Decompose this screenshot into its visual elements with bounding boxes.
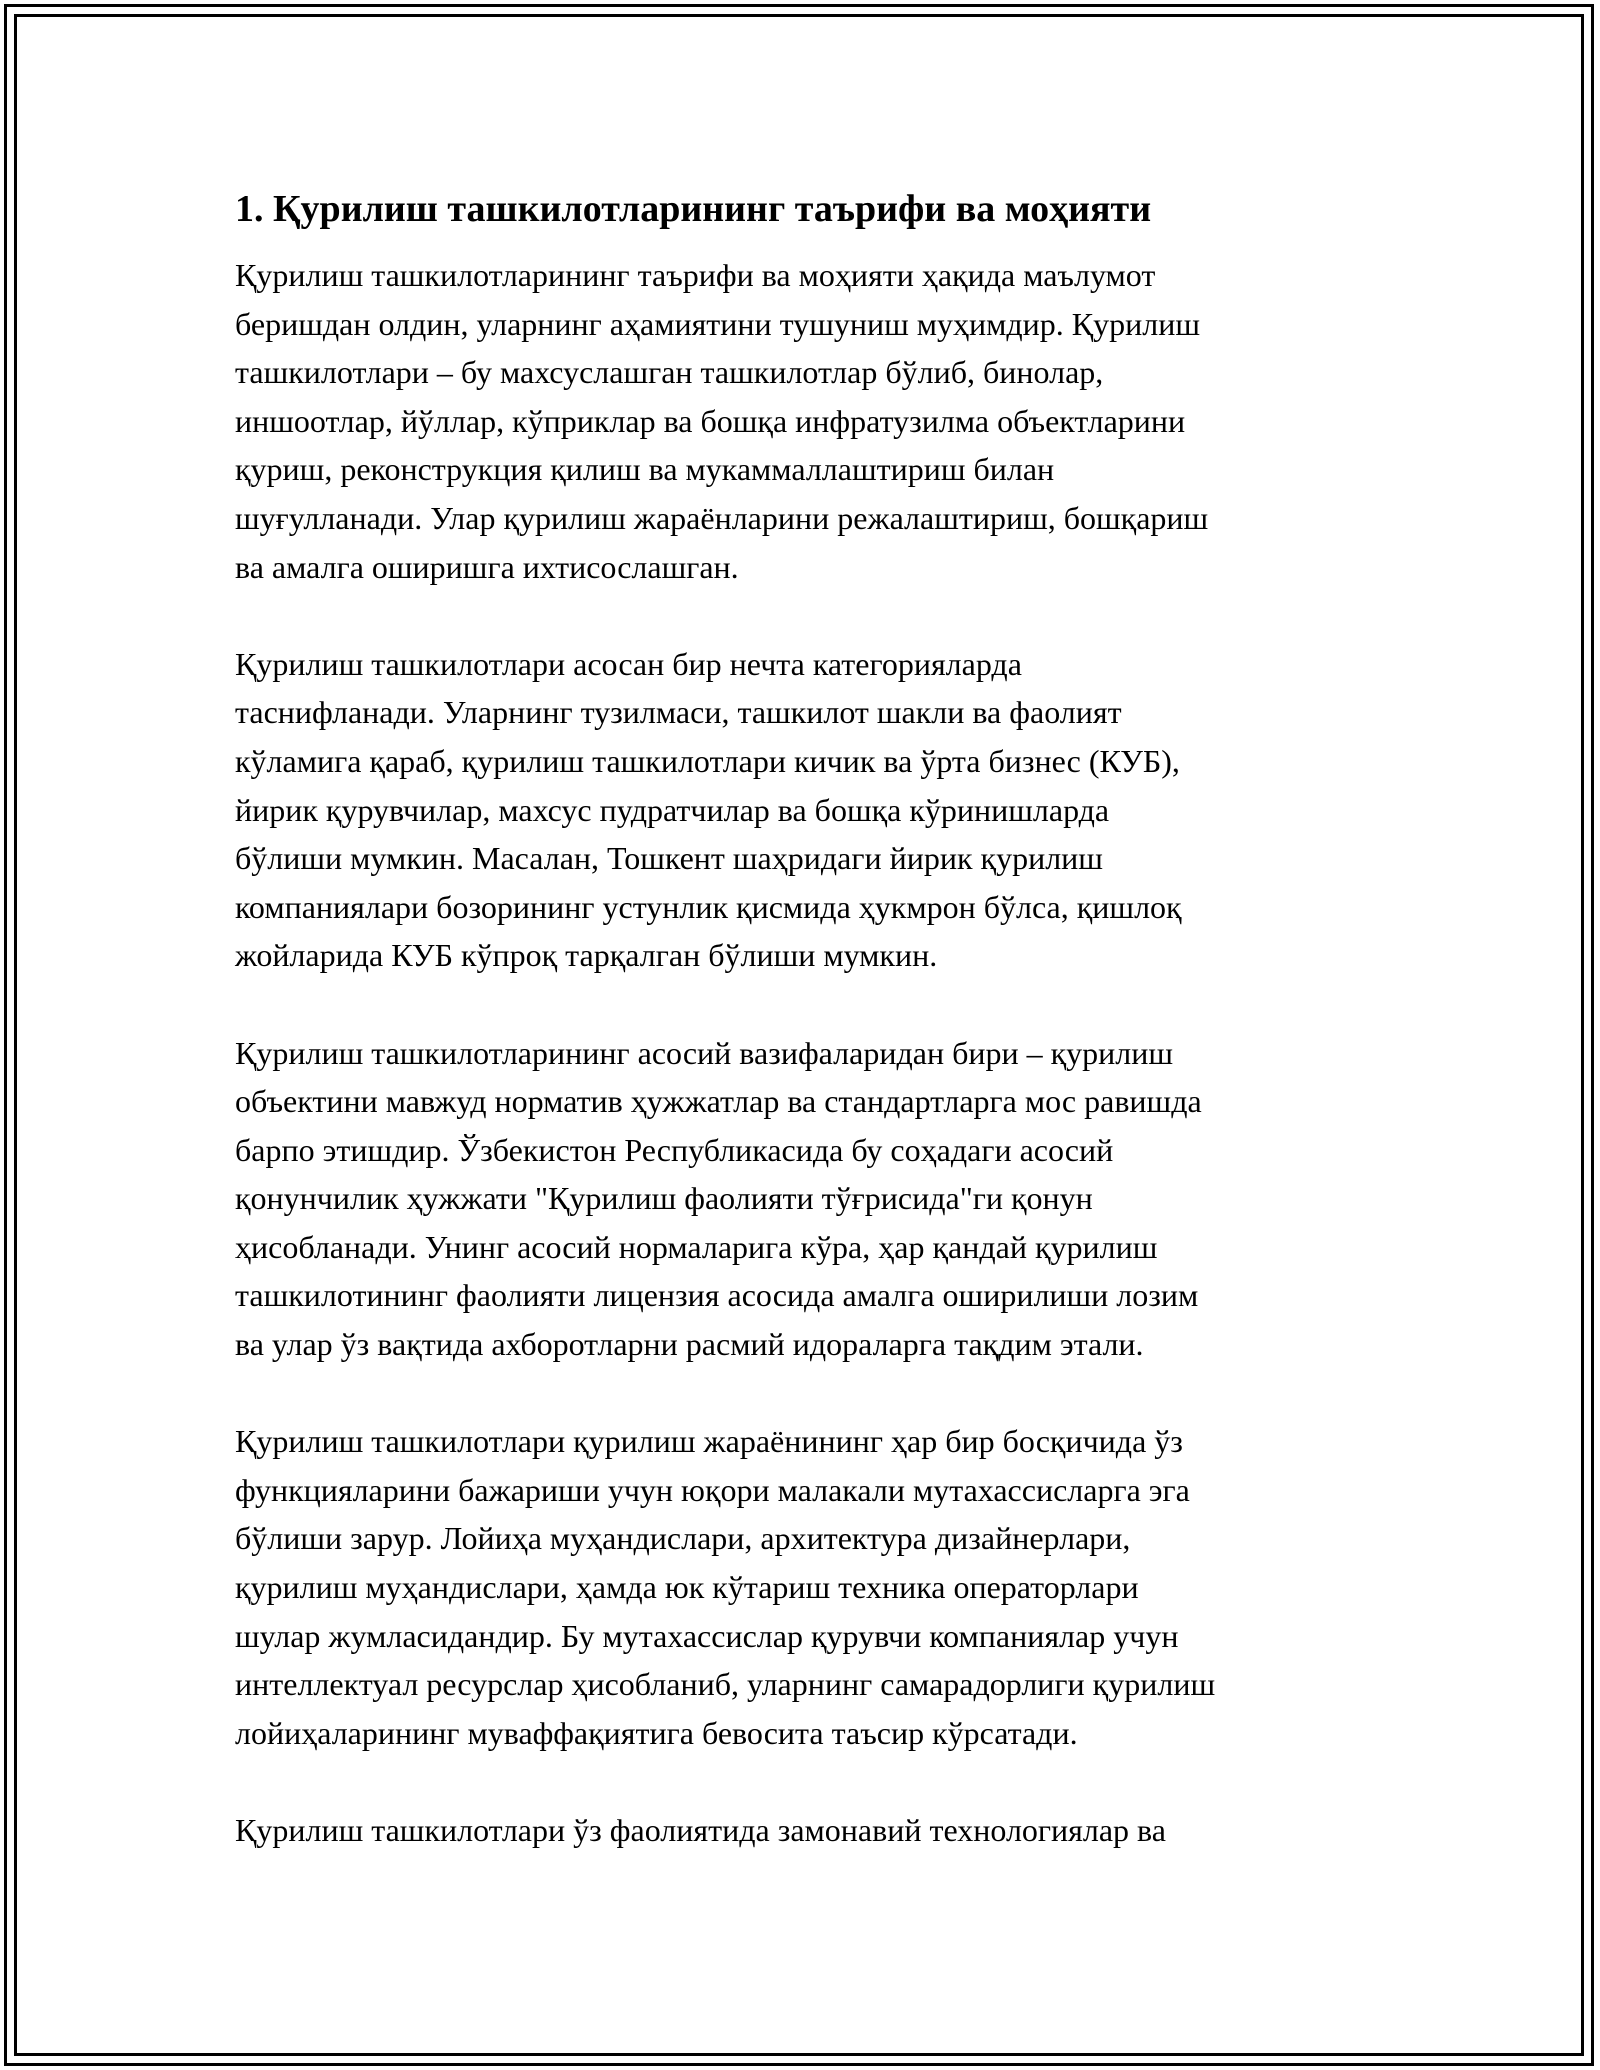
paragraph-line: таснифланади. Уларнинг тузилмаси, ташкилот шакли ва фаолият [235, 694, 1122, 731]
paragraph [235, 1806, 1395, 1855]
paragraph-line: жойларида КУБ кўпроқ тарқалган бўлиши мумкин. [235, 937, 938, 974]
paragraph-line: қонунчилик ҳужжати "Қурилиш фаолияти тўғрисида"ги қонун [235, 1180, 1093, 1217]
paragraph-line: ва улар ўз вақтида ахборотларни расмий идораларга тақдим этали. [235, 1326, 1144, 1363]
paragraph-line: функцияларини бажариши учун юқори малакали мутахассисларга эга [235, 1471, 1190, 1508]
paragraph-line: Қурилиш ташкилотларининг асосий вазифаларидан бири – қурилиш [235, 1034, 1173, 1071]
paragraph [235, 1417, 1395, 1757]
paragraph-line: Қурилиш ташкилотларининг таърифи ва моҳияти ҳақида маълумот [235, 257, 1156, 293]
paragraph-line: бўлиши зарур. Лойиҳа муҳандислари, архитектура дизайнерлари, [235, 1520, 1131, 1557]
paragraph-line: объектини мавжуд норматив ҳужжатлар ва стандартларга мос равишда [235, 1083, 1202, 1120]
section-heading: 1. Қурилиш ташкилотларининг таърифи ва моҳияти [235, 188, 1152, 230]
paragraph-line: Қурилиш ташкилотлари асосан бир нечта категорияларда [235, 645, 1022, 682]
paragraph-line: лойиҳаларининг муваффақиятига бевосита таъсир кўрсатади. [235, 1714, 1078, 1751]
paragraph-line: беришдан олдин, уларнинг аҳамиятини тушуниш муҳимдир. Қурилиш [235, 305, 1200, 342]
paragraph-line: интеллектуал ресурслар ҳисобланиб, уларнинг самарадорлиги қурилиш [235, 1666, 1216, 1703]
paragraph-line: йирик қурувчилар, махсус пудратчилар ва бошқа кўринишларда [235, 791, 1110, 828]
paragraph-line: Қурилиш ташкилотлари ўз фаолиятида замонавий технологиялар ва [235, 1812, 1166, 1848]
paragraph [235, 640, 1395, 980]
paragraph-line: компаниялари бозорининг устунлик қисмида ҳукмрон бўлса, қишлоқ [235, 888, 1182, 925]
paragraph-line: шулар жумласидандир. Бу мутахассислар қурувчи компаниялар учун [235, 1617, 1179, 1654]
paragraph-line: Қурилиш ташкилотлари қурилиш жараёнининг ҳар бир босқичида ўз [235, 1423, 1183, 1460]
paragraph-line: ва амалга оширишга ихтисослашган. [235, 548, 739, 585]
paragraph [235, 251, 1395, 591]
paragraph-line: ташкилотлари – бу махсуслашган ташкилотлар бўлиб, бинолар, [235, 354, 1104, 391]
paragraph-line: ташкилотининг фаолияти лицензия асосида амалга оширилиши лозим [235, 1277, 1199, 1314]
paragraph-line: иншоотлар, йўллар, кўприклар ва бошқа инфратузилма объектларини [235, 402, 1186, 439]
paragraph [235, 1029, 1395, 1369]
paragraph-line: қурилиш муҳандислари, ҳамда юк кўтариш техника операторлари [235, 1569, 1139, 1606]
document-body [235, 185, 1395, 1903]
paragraph-list [235, 251, 1395, 1855]
paragraph-line: бўлиши мумкин. Масалан, Тошкент шаҳридаги йирик қурилиш [235, 840, 1103, 877]
paragraph-line: барпо этишдир. Ўзбекистон Республикасида бу соҳадаги асосий [235, 1131, 1114, 1168]
paragraph-line: кўламига қараб, қурилиш ташкилотлари кичик ва ўрта бизнес (КУБ), [235, 742, 1180, 779]
paragraph-line: шуғулланади. Улар қурилиш жараёнларини режалаштириш, бошқариш [235, 499, 1209, 536]
paragraph-line: ҳисобланади. Унинг асосий нормаларига кўра, ҳар қандай қурилиш [235, 1228, 1158, 1265]
paragraph-line: қуриш, реконструкция қилиш ва мукаммаллаштириш билан [235, 451, 1055, 488]
